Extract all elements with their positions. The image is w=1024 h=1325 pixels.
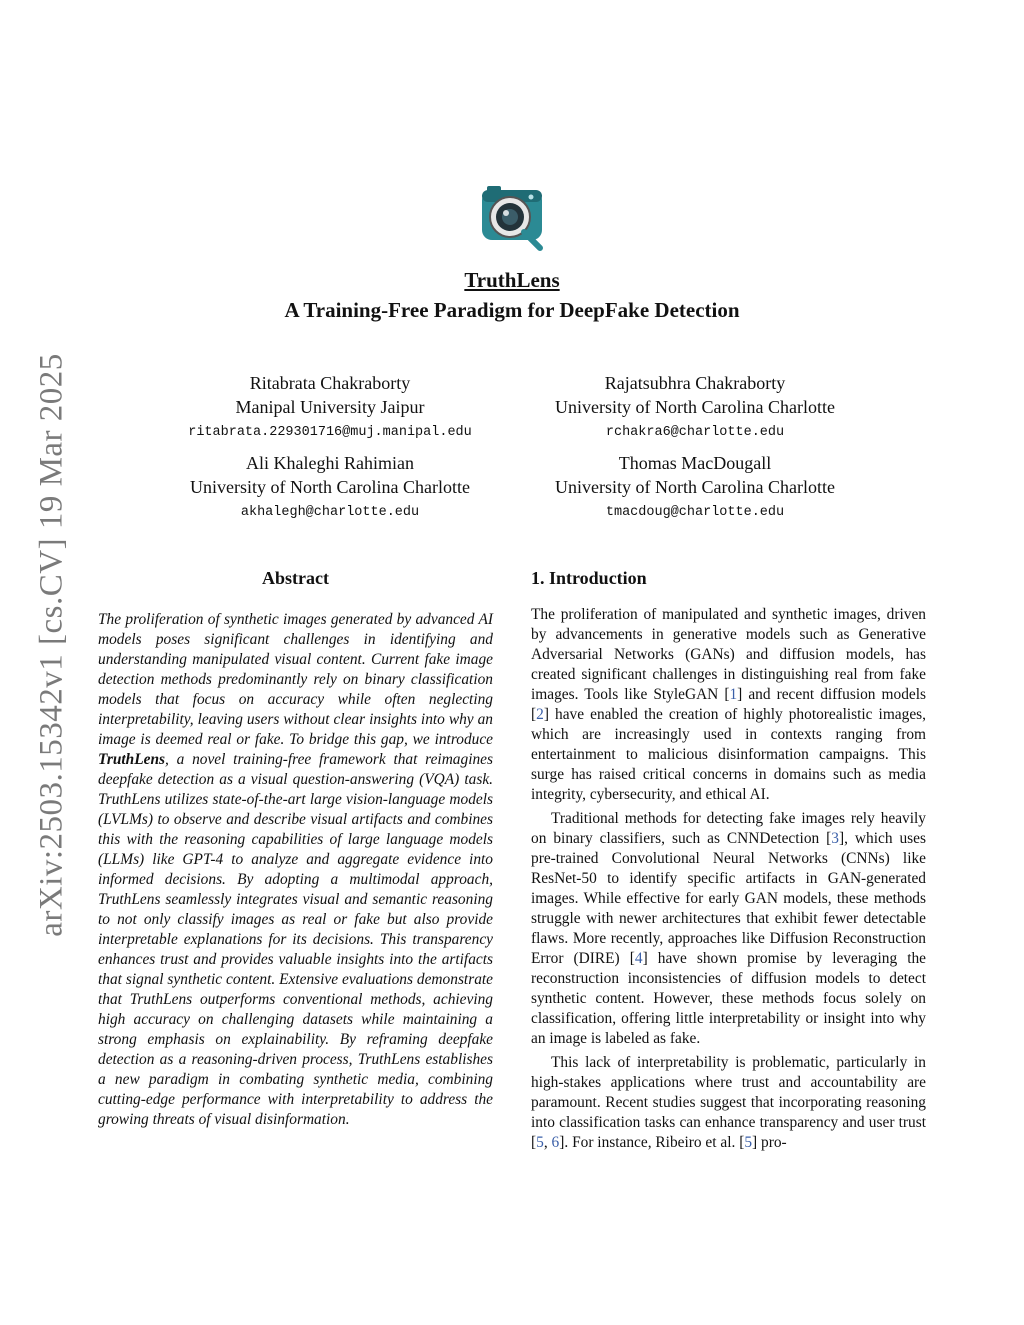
text-run: ]. For instance, Ribeiro et al. [ <box>559 1134 745 1151</box>
text-run: ] pro- <box>752 1134 787 1151</box>
abstract-text <box>98 610 493 1130</box>
text-run: , <box>543 1134 552 1151</box>
author-email: rchakra6@charlotte.edu <box>605 425 785 440</box>
citation-link[interactable]: 4 <box>634 950 643 967</box>
citation-link[interactable]: 6 <box>551 1134 560 1151</box>
author-affiliation: Manipal University Jaipur <box>235 397 425 417</box>
text-run: ] have enabled the creation of highly photorealistic images, which are increasingly used in contexts ranging from entertainment to malicious disinformation campaigns. This surge has raised critical concerns in domains such as media integrity, cybersecurity, and ethical AI. <box>531 706 926 803</box>
author-block <box>495 451 895 522</box>
text-run: ] and recent diffusion models [ <box>531 686 926 723</box>
intro-paragraph <box>531 1053 926 1153</box>
text-run: ], which uses pre-trained Convolutional Neural Networks (CNNs) like ResNet-50 to identify specific artifacts in GAN-generated images. While effective for early GAN models, these methods struggle with newer architectures that exhibit fewer detectable flaws. More recently, approaches like Diffusion Reconstruction Error (DIRE) [ <box>531 830 926 967</box>
citation-link[interactable]: 3 <box>831 830 839 847</box>
author-name: Rajatsubhra Chakraborty <box>604 373 786 393</box>
introduction-heading: 1. Introduction <box>531 568 647 588</box>
citation-link[interactable]: 2 <box>536 706 544 723</box>
author-affiliation: University of North Carolina Charlotte <box>555 477 835 497</box>
author-block <box>495 371 895 442</box>
author-email: tmacdoug@charlotte.edu <box>605 505 785 520</box>
paper-title: TruthLens <box>464 268 560 292</box>
author-name: Ali Khaleghi Rahimian <box>246 453 414 473</box>
intro-paragraph <box>531 809 926 1049</box>
author-affiliation: University of North Carolina Charlotte <box>190 477 470 497</box>
abstract-part1: The proliferation of synthetic images generated by advanced AI models poses significant challenges in identifying and understanding manipulated visual content. Current fake image detection methods predominantly rely on binary classification models that focus on accuracy while often neglecting interpretability, leaving users without clear insights into why an image is deemed real or fake. To bridge this gap, we introduce <box>98 611 493 748</box>
introduction-body <box>531 605 926 1153</box>
citation-link[interactable]: 5 <box>536 1134 544 1151</box>
text-run: This lack of interpretability is problematic, particularly in high-stakes applications where trust and accountability are paramount. Recent studies suggest that incorporating reasoning into classification tasks can enhance transparency and user trust [ <box>531 1054 926 1151</box>
author-email: ritabrata.229301716@muj.manipal.edu <box>188 425 472 440</box>
citation-link[interactable]: 1 <box>729 686 738 703</box>
intro-paragraph <box>531 605 926 805</box>
author-block <box>130 371 530 442</box>
author-email: akhalegh@charlotte.edu <box>240 505 420 520</box>
author-block <box>130 451 530 522</box>
arxiv-stamp: arXiv:2503.15342v1 [cs.CV] 19 Mar 2025 <box>33 353 70 937</box>
abstract-part2: , a novel training-free framework that reimagines deepfake detection as a visual question-answering (VQA) task. TruthLens utilizes state-of-the-art large vision-language models (LVLMs) to observe and describe visual artifacts and combines this with the reasoning capabilities of large language models (LLMs) like GPT-4 to analyze and aggregate evidence into informed decisions. By adopting a multimodal approach, TruthLens seamlessly integrates visual and semantic reasoning to not only classify images as real or fake but also provide interpretable explanations for its decisions. This transparency enhances trust and provides valuable insights into the artifacts that signal synthetic content. Extensive evaluations demonstrate that TruthLens outperforms conventional methods, achieving high accuracy on challenging datasets while maintaining a strong emphasis on explainability. By reframing deepfake detection as a reasoning-driven process, TruthLens establishes a new paradigm in combating synthetic media, combining cutting-edge performance with interpretability to address the growing threats of visual disinformation. <box>98 751 493 1128</box>
paper-subtitle: A Training-Free Paradigm for DeepFake Detection <box>284 298 740 322</box>
author-affiliation: University of North Carolina Charlotte <box>555 397 835 417</box>
text-run: The proliferation of manipulated and synthetic images, driven by advancements in generative models such as Generative Adversarial Networks (GANs) and diffusion models, has created significant challenges in distinguishing real from fake images. Tools like StyleGAN [ <box>531 606 926 703</box>
author-name: Thomas MacDougall <box>618 453 772 473</box>
abstract-bold-term: TruthLens <box>98 751 165 768</box>
abstract-heading: Abstract <box>262 568 329 588</box>
citation-link[interactable]: 5 <box>744 1134 753 1151</box>
text-run: ] have shown promise by leveraging the reconstruction inconsistencies of diffusion models to detect synthetic content. However, these methods focus solely on classification, offering little interpretability or insight into why an image is labeled as fake. <box>531 950 927 1047</box>
camera-magnifier-icon <box>479 184 547 254</box>
text-run: Traditional methods for detecting fake images rely heavily on binary classifiers, such as CNNDetection [ <box>531 810 926 847</box>
author-name: Ritabrata Chakraborty <box>249 373 411 393</box>
